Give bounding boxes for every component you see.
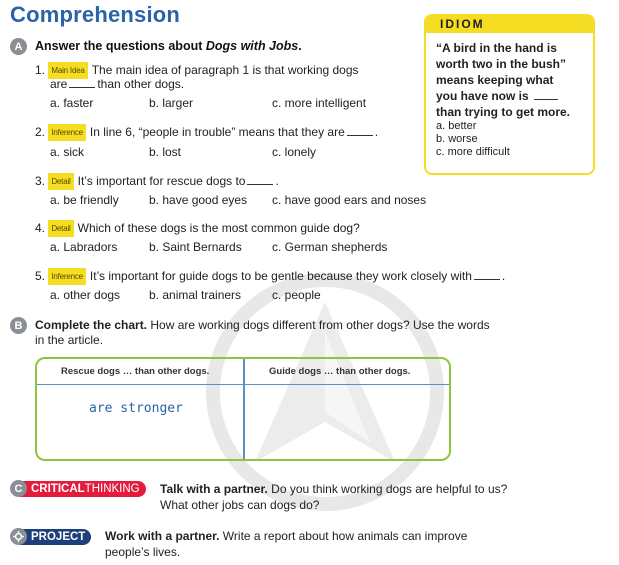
q3-option-b[interactable]: b. have good eyes [149,193,248,207]
answer-blank [347,135,373,136]
question-4: 4. Detail Which of these dogs is the most common guide dog? [35,221,360,235]
comparison-chart [35,357,451,461]
idiom-text: “A bird in the hand is worth two in the bush” means keeping what you have now is than trying to get more. a. better b. worse c. more difficult [436,40,594,159]
idiom-option-a[interactable]: a. better [436,120,477,132]
q1-option-b[interactable]: b. larger [149,96,194,110]
idiom-box [424,14,595,175]
answer-blank [69,87,95,88]
tag-main-idea: Main Idea [48,62,87,79]
tag-detail: Detail [48,220,73,237]
q2-option-c[interactable]: c. lonely [272,145,317,159]
question-1: 1. Main Idea The main idea of paragraph 1 is that working dogs [35,63,359,77]
q1-option-a[interactable]: a. faster [50,96,94,110]
section-b-heading-line2: in the article. [35,333,104,347]
q4-option-c[interactable]: c. German shepherds [272,240,388,254]
answer-blank [534,99,558,100]
q5-option-a[interactable]: a. other dogs [50,288,121,302]
q4-option-a[interactable]: a. Labradors [50,240,118,254]
q4-option-b[interactable]: b. Saint Bernards [149,240,242,254]
chart-col-rescue-dogs: Rescue dogs … than other dogs. [61,366,210,377]
q3-option-a[interactable]: a. be friendly [50,193,119,207]
tag-detail: Detail [48,173,73,190]
project-text: Work with a partner. Write a report about how animals can improve [105,529,468,543]
q3-option-c[interactable]: c. have good ears and noses [272,193,427,207]
question-5: 5. Inference It’s important for guide dogs to be gentle because they work closely with . [35,269,506,283]
project-text-line2: people’s lives. [105,545,181,559]
q2-option-a[interactable]: a. sick [50,145,85,159]
question-3: 3. Detail It’s important for rescue dogs to . [35,174,279,188]
section-b-marker: B [10,317,27,334]
page-title: Comprehension [10,2,181,27]
gear-icon [10,528,27,545]
idiom-option-c[interactable]: c. more difficult [436,146,510,158]
tag-inference: Inference [48,124,86,141]
section-c-text-line2: What other jobs can dogs do? [160,498,320,512]
section-a-heading: Answer the questions about Dogs with Jobs. [35,39,302,53]
section-c-marker: C [10,480,27,497]
q5-option-c[interactable]: c. people [272,288,321,302]
section-c-text: Talk with a partner. Do you think working dogs are helpful to us? [160,482,508,496]
chart-answer-guide[interactable] [247,387,447,459]
answer-blank [247,184,273,185]
q5-option-b[interactable]: b. animal trainers [149,288,242,302]
section-b-heading: Complete the chart. How are working dogs different from other dogs? Use the words [35,318,490,332]
q2-option-b[interactable]: b. lost [149,145,182,159]
question-1-line2: are than other dogs. [50,77,185,91]
idiom-label: IDIOM [426,16,593,33]
chart-col-guide-dogs: Guide dogs … than other dogs. [269,366,411,377]
chart-answer-rescue[interactable]: are stronger [89,401,183,416]
chart-column-divider [243,359,245,459]
project-badge: PROJECT [10,528,91,545]
section-a-marker: A [10,38,27,55]
q1-option-c[interactable]: c. more intelligent [272,96,367,110]
answer-blank [474,279,500,280]
idiom-option-b[interactable]: b. worse [436,133,478,145]
critical-thinking-badge: C CRITICALTHINKING [10,480,146,497]
tag-inference: Inference [48,268,86,285]
question-2: 2. Inference In line 6, “people in trouble” means that they are . [35,125,379,139]
